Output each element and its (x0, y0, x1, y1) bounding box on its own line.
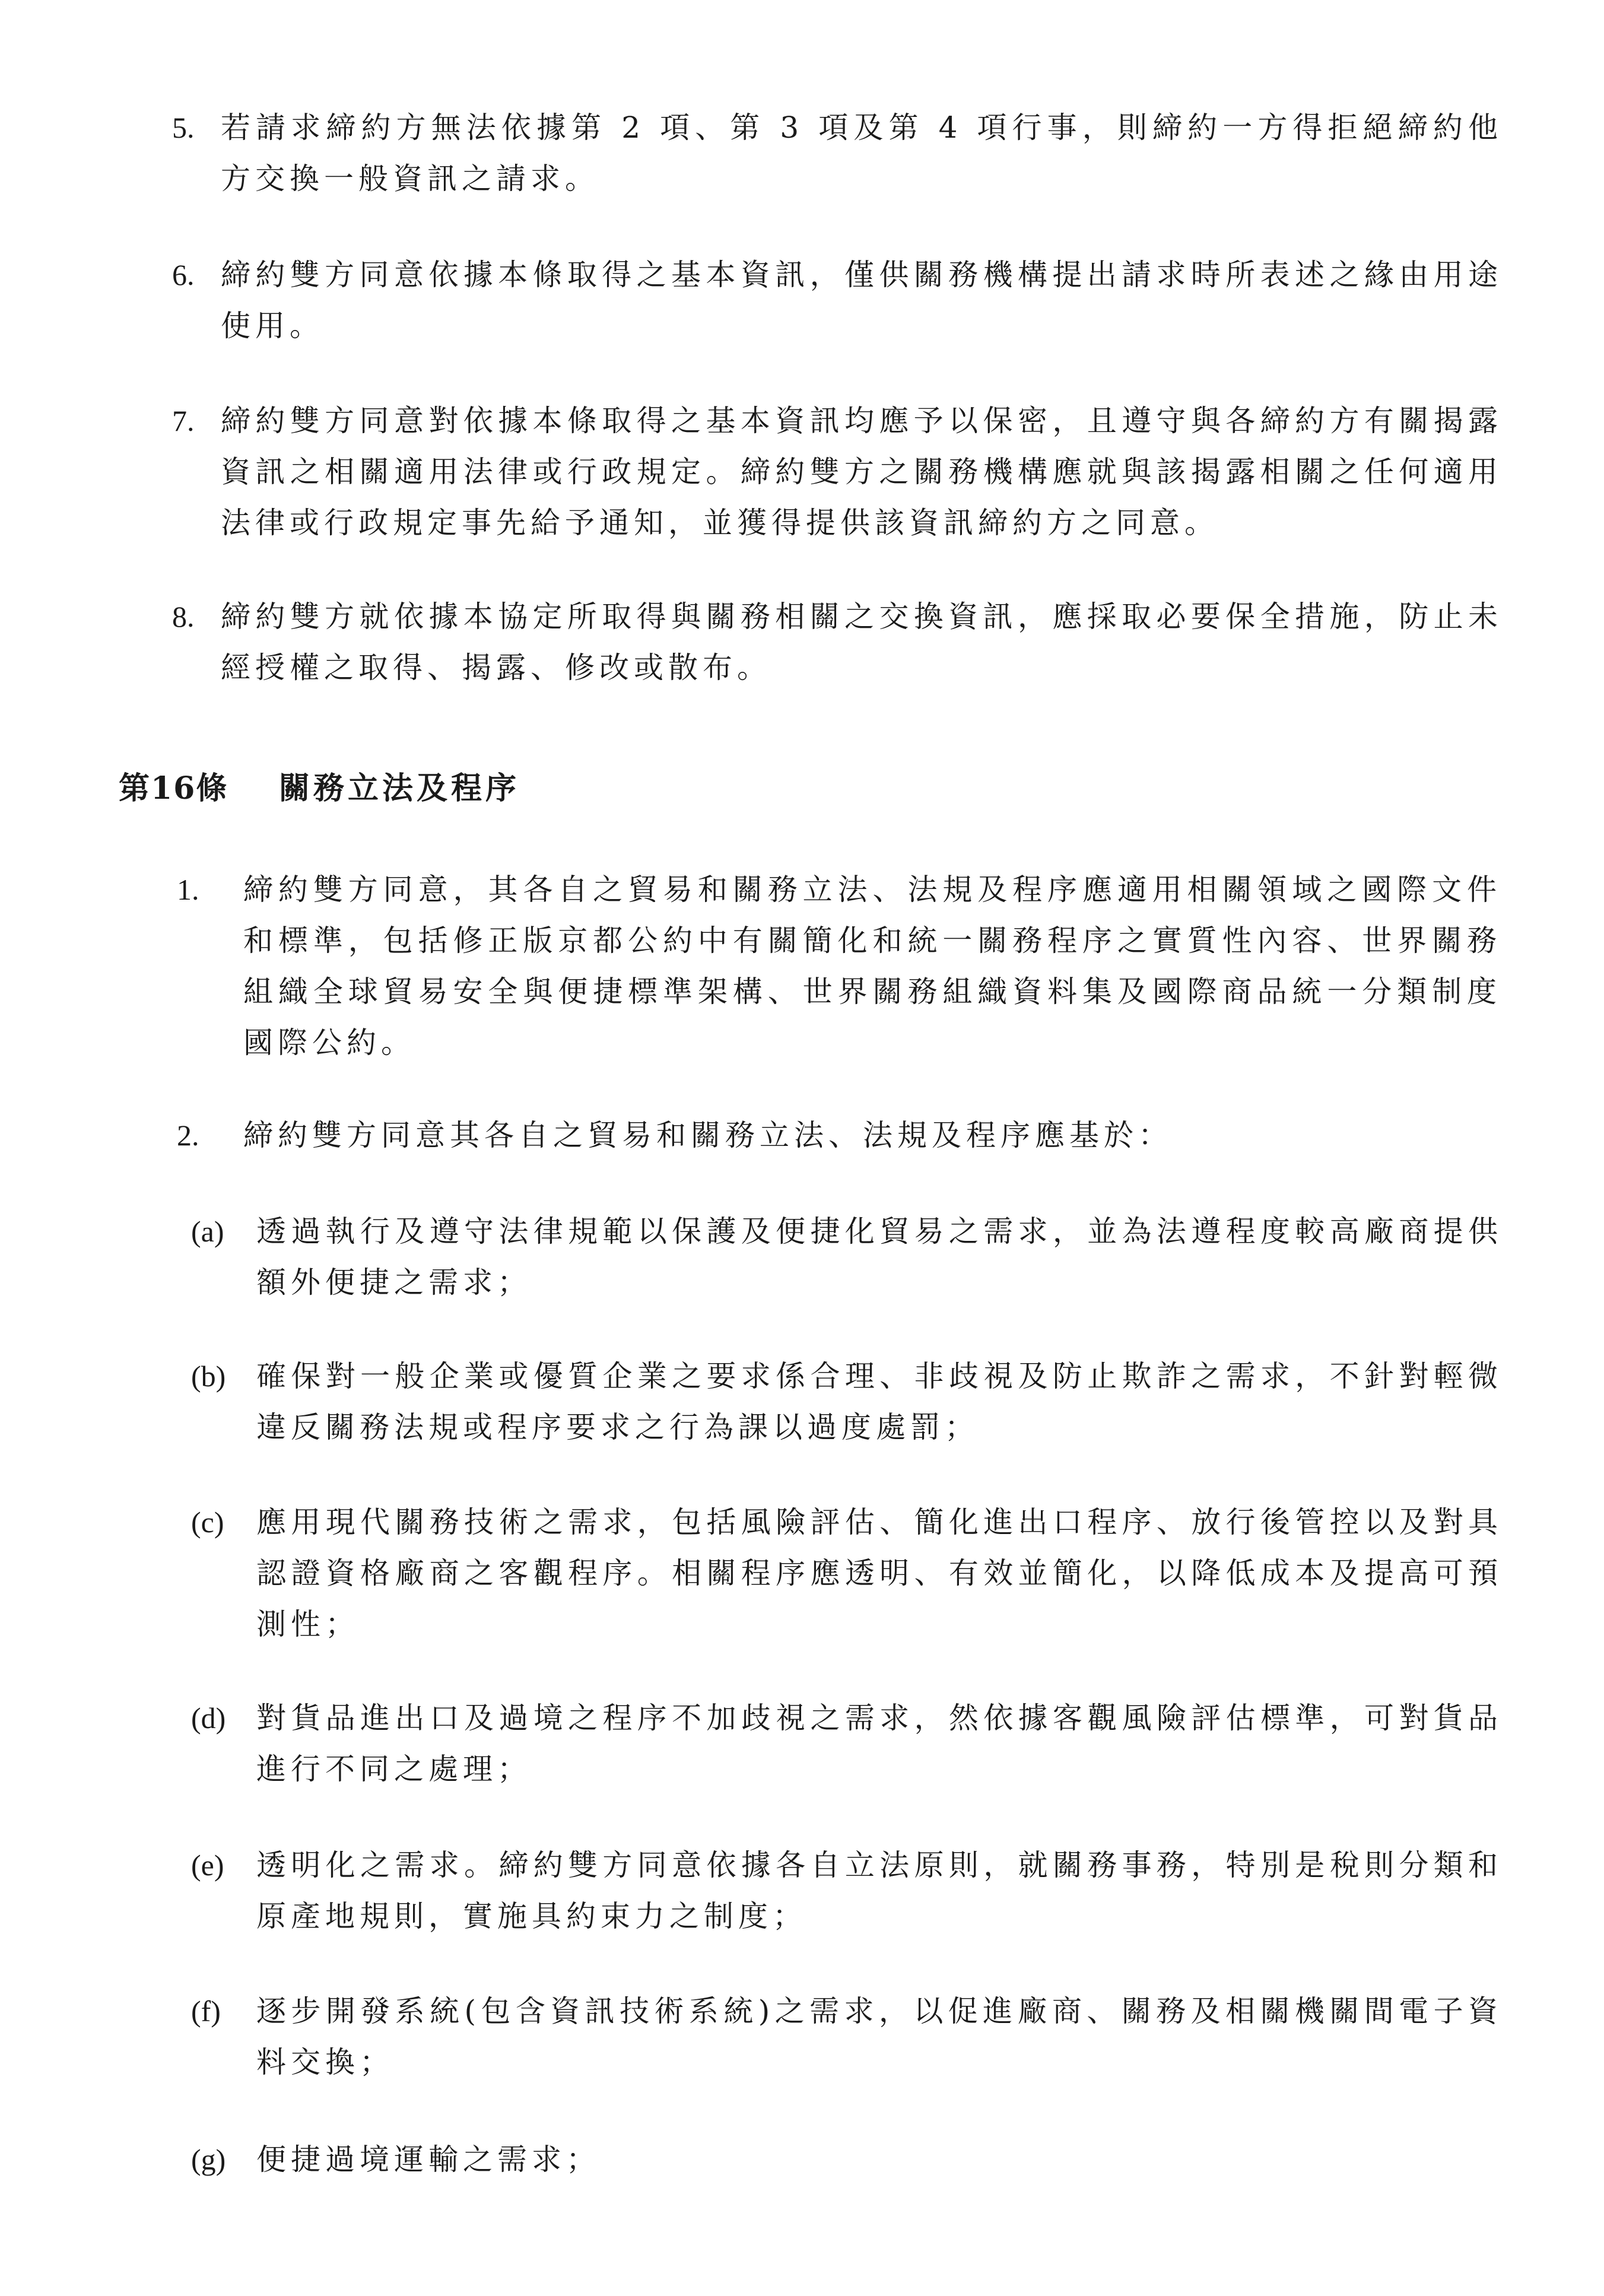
paragraph-text: 締約雙方同意對依據本條取得之基本資訊均應予以保密，且遵守與各締約方有關揭露資訊之相關適用法律或行政規定。締約雙方之關務機構應就與該揭露相關之任何適用法律或行政規定事先給予通知，並獲得提供該資訊締約方之同意。 (221, 404, 1503, 540)
paragraph-text: 締約雙方同意其各自之貿易和關務立法、法規及程序應基於： (243, 1118, 1173, 1152)
item-text: 便捷過境運輸之需求； (256, 2142, 601, 2177)
item-label: (a) (191, 1215, 224, 1248)
paragraph-number: 6. (172, 258, 195, 291)
paragraph-number: 1. (177, 873, 199, 906)
item-text: 透明化之需求。締約雙方同意依據各自立法原則，就關務事務，特別是稅則分類和原產地規則，實施具約束力之制度； (256, 1848, 1503, 1933)
paragraph-text: 締約雙方就依據本協定所取得與關務相關之交換資訊，應採取必要保全措施，防止未經授權之取得、揭露、修改或散布。 (221, 599, 1503, 685)
paragraph-text: 締約雙方同意依據本條取得之基本資訊，僅供關務機構提出請求時所表述之緣由用途使用。 (221, 258, 1503, 343)
paragraph-number: 8. (172, 600, 195, 633)
paragraph-number: 7. (172, 404, 195, 437)
article-number: 第16條 (119, 770, 228, 806)
item-text: 應用現代關務技術之需求，包括風險評估、簡化進出口程序、放行後管控以及對具認證資格廠商之客觀程序。相關程序應透明、有效並簡化，以降低成本及提高可預測性； (256, 1505, 1503, 1641)
paragraph-number: 5. (172, 111, 195, 144)
item-text: 確保對一般企業或優質企業之要求係合理、非歧視及防止欺詐之需求，不針對輕微違反關務法規或程序要求之行為課以過度處罰； (256, 1359, 1503, 1444)
article-title: 關務立法及程序 (279, 770, 520, 806)
item-text: 透過執行及遵守法律規範以保護及便捷化貿易之需求，並為法遵程度較高廠商提供額外便捷之需求； (256, 1214, 1503, 1300)
paragraph-text: 締約雙方同意，其各自之貿易和關務立法、法規及程序應適用相關領域之國際文件和標準，包括修正版京都公約中有關簡化和統一關務程序之實質性內容、世界關務組織全球貿易安全與便捷標準架構、世界關務組織資料集及國際商品統一分類制度國際公約。 (243, 872, 1501, 1060)
paragraph-text: 若請求締約方無法依據第 2 項、第 3 項及第 4 項行事，則締約一方得拒絕締約他方交換一般資訊之請求。 (221, 110, 1503, 196)
item-label: (b) (191, 1360, 226, 1393)
paragraph-number: 2. (177, 1119, 199, 1152)
item-label: (f) (191, 1995, 221, 2028)
item-label: (e) (191, 1849, 224, 1882)
item-label: (d) (191, 1701, 226, 1735)
item-label: (g) (191, 2143, 226, 2176)
item-text: 對貨品進出口及過境之程序不加歧視之需求，然依據客觀風險評估標準，可對貨品進行不同之處理； (256, 1701, 1503, 1786)
item-text: 逐步開發系統(包含資訊技術系統)之需求，以促進廠商、關務及相關機關間電子資料交換； (256, 1994, 1503, 2079)
item-label: (c) (191, 1506, 224, 1539)
